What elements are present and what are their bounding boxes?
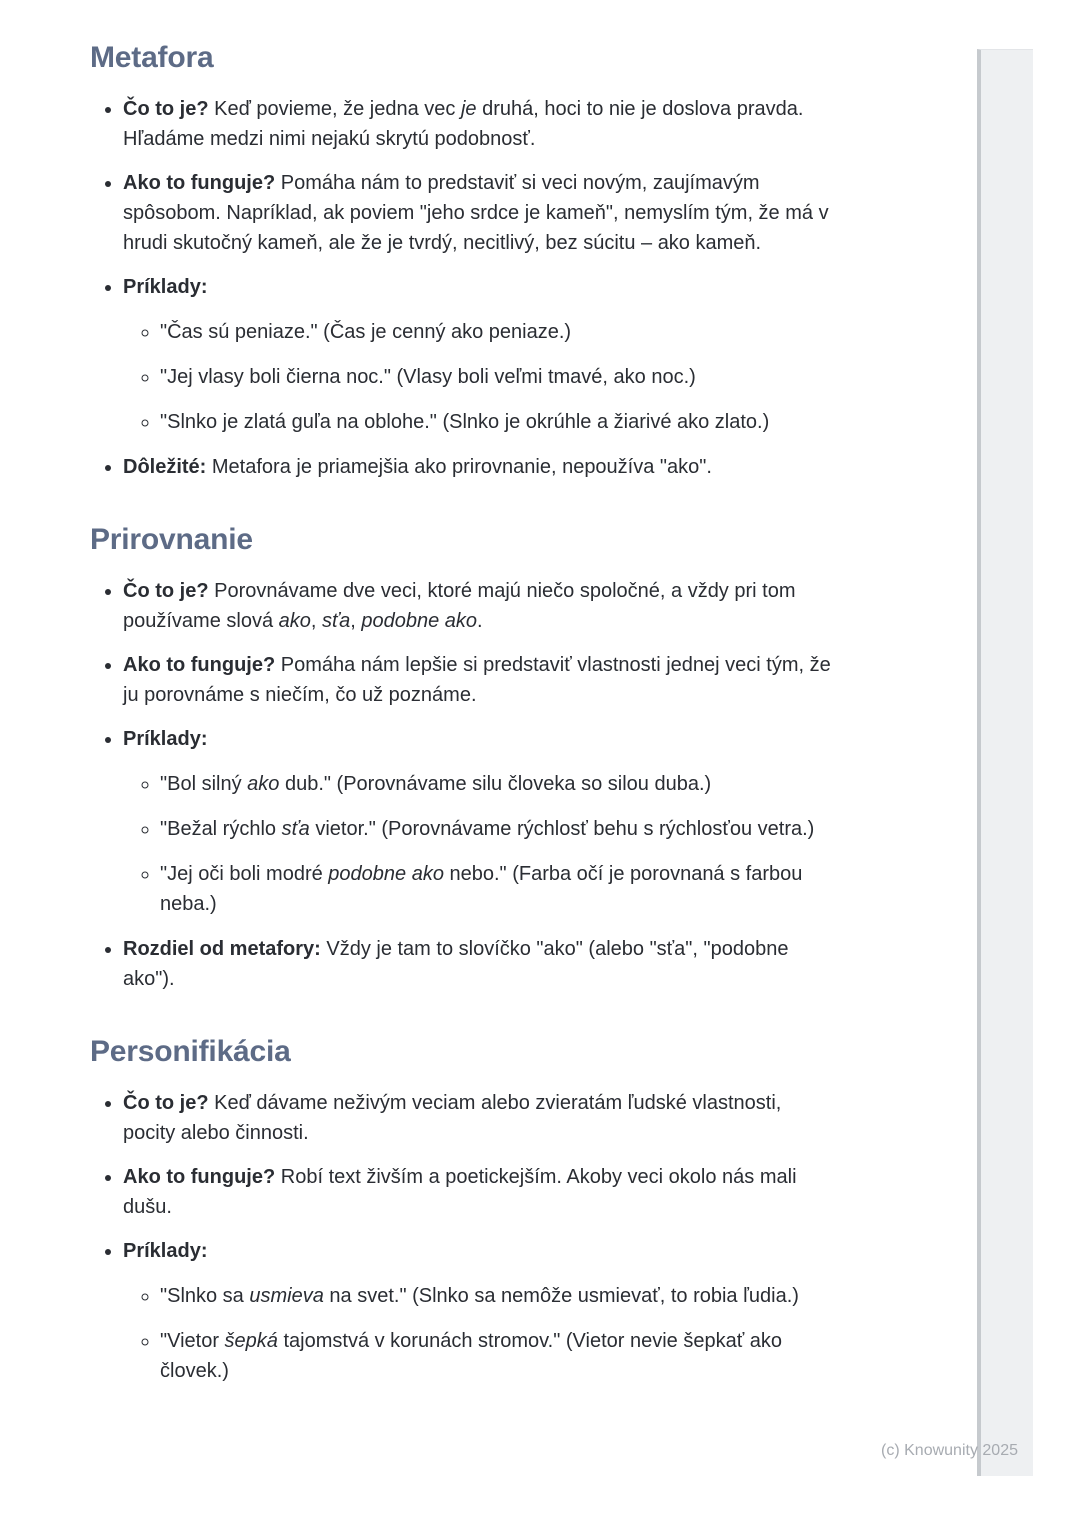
watermark: (c) Knowunity 2025 [881, 1442, 1018, 1459]
emphasis-text: šepká [224, 1330, 278, 1352]
body-text: Porovnávame dve veci, ktoré majú niečo spoločné, a vždy pri tom používame slová [123, 580, 796, 632]
emphasis-text: podobne ako [328, 863, 444, 885]
section-heading: Personifikácia [90, 1035, 291, 1068]
example-sublist [123, 1281, 838, 1386]
example-item [160, 814, 838, 844]
bullet-list [90, 576, 838, 994]
lead-label: Príklady: [123, 728, 208, 750]
emphasis-text: ako [247, 773, 280, 795]
scrollbar-track[interactable] [977, 49, 1033, 1476]
list-item [123, 934, 838, 994]
lead-label: Príklady: [123, 276, 208, 298]
body-text: Pomáha nám lepšie si predstaviť vlastnosti jednej veci tým, že ju porovnáme s niečím, čo už poznáme. [123, 654, 831, 706]
body-text: . [477, 610, 483, 632]
body-text: dub." (Porovnávame silu človeka so silou duba.) [279, 773, 712, 795]
lead-label: Ako to funguje? [123, 172, 276, 194]
body-text: "Bežal rýchlo [160, 818, 282, 840]
body-text: Pomáha nám to predstaviť si veci novým, zaujímavým spôsobom. Napríklad, ak poviem "jeho srdce je kameň", nemyslím tým, že má v hrudi skutočný kameň, ale že je tvrdý, necitlivý, bez súcitu – ako kameň. [123, 172, 829, 254]
example-item [160, 362, 838, 392]
body-text: "Vietor [160, 1330, 225, 1352]
example-item [160, 1326, 838, 1386]
example-sublist [123, 769, 838, 919]
document-content [90, 40, 838, 1401]
list-item [123, 452, 838, 482]
lead-label: Rozdiel od metafory: [123, 938, 321, 960]
emphasis-text: sťa [281, 818, 310, 840]
bullet-list [90, 1088, 838, 1386]
body-text: "Jej oči boli modré [160, 863, 329, 885]
example-item [160, 769, 838, 799]
lead-label: Príklady: [123, 1240, 208, 1262]
body-text: , [310, 610, 323, 632]
emphasis-text: sťa [322, 610, 351, 632]
list-item [123, 272, 838, 437]
section-heading: Metafora [90, 41, 214, 74]
bullet-list [90, 94, 838, 482]
body-text: vietor." (Porovnávame rýchlosť behu s rýchlosťou vetra.) [309, 818, 815, 840]
section-metafora [90, 40, 838, 482]
example-item [160, 1281, 838, 1311]
list-item [123, 1236, 838, 1386]
list-item [123, 1162, 838, 1222]
emphasis-text: ako [278, 610, 311, 632]
section-personifikacia [90, 1034, 838, 1386]
lead-label: Čo to je? [123, 1092, 209, 1114]
lead-label: Dôležité: [123, 456, 207, 478]
body-text: "Čas sú peniaze." (Čas je cenný ako peniaze.) [160, 321, 572, 343]
body-text: Vždy je tam to slovíčko "ako" (alebo "sťa", "podobne ako"). [123, 938, 789, 990]
body-text: druhá, hoci to nie je doslova pravda. Hľadáme medzi nimi nejakú skrytú podobnosť. [123, 98, 804, 150]
list-item [123, 724, 838, 919]
lead-label: Ako to funguje? [123, 1166, 276, 1188]
body-text: Metafora je priamejšia ako prirovnanie, nepoužíva "ako". [206, 456, 712, 478]
body-text: "Bol silný [160, 773, 248, 795]
body-text: na svet." (Slnko sa nemôže usmievať, to robia ľudia.) [323, 1285, 799, 1307]
lead-label: Čo to je? [123, 580, 209, 602]
example-sublist [123, 317, 838, 437]
example-item [160, 407, 838, 437]
lead-label: Ako to funguje? [123, 654, 276, 676]
body-text: , [350, 610, 362, 632]
example-item [160, 859, 838, 919]
body-text: tajomstvá v korunách stromov." (Vietor nevie šepkať ako človek.) [160, 1330, 783, 1382]
emphasis-text: usmieva [249, 1285, 324, 1307]
body-text: "Slnko je zlatá guľa na oblohe." (Slnko je okrúhle a žiarivé ako zlato.) [160, 411, 770, 433]
lead-label: Čo to je? [123, 98, 209, 120]
body-text: nebo." (Farba očí je porovnaná s farbou neba.) [160, 863, 803, 915]
body-text: "Jej vlasy boli čierna noc." (Vlasy boli veľmi tmavé, ako noc.) [160, 366, 696, 388]
body-text: Keď dávame neživým veciam alebo zvieratám ľudské vlastnosti, pocity alebo činnosti. [123, 1092, 782, 1144]
section-prirovnanie [90, 522, 838, 994]
list-item [123, 576, 838, 636]
list-item [123, 168, 838, 258]
emphasis-text: podobne ako [361, 610, 478, 632]
body-text: Keď povieme, že jedna vec [208, 98, 461, 120]
body-text: "Slnko sa [160, 1285, 250, 1307]
list-item [123, 650, 838, 710]
list-item [123, 1088, 838, 1148]
list-item [123, 94, 838, 154]
emphasis-text: je [460, 98, 477, 120]
section-heading: Prirovnanie [90, 523, 253, 556]
example-item [160, 317, 838, 347]
body-text: Robí text živším a poetickejším. Akoby veci okolo nás mali dušu. [123, 1166, 797, 1218]
